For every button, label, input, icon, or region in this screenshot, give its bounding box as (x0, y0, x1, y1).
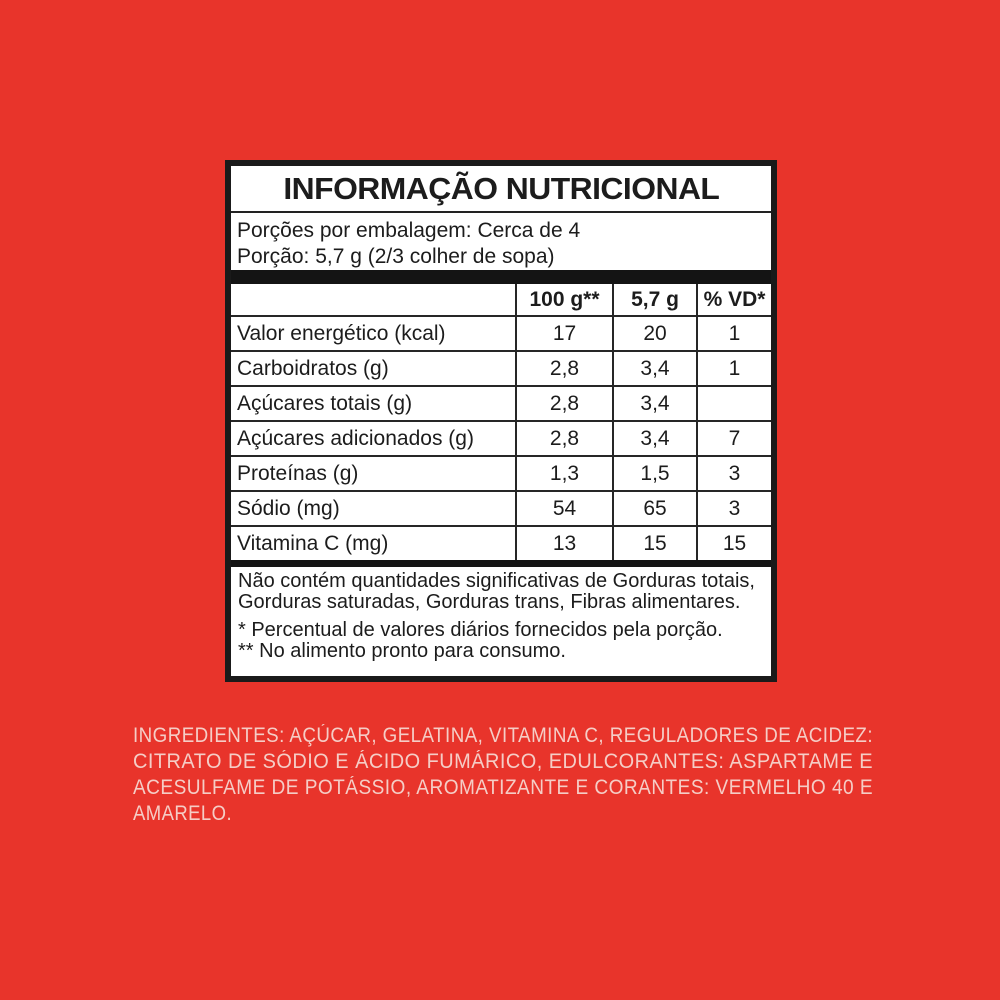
footnotes (231, 567, 771, 662)
value-100g: 13 (515, 527, 612, 560)
ingredients-line: AMARELO. (133, 802, 233, 825)
value-100g: 17 (515, 317, 612, 350)
nutrient-name: Açúcares totais (g) (237, 391, 413, 415)
value-percent-vd: 1 (696, 352, 771, 385)
footnote-line: Gorduras saturadas, Gorduras trans, Fibras alimentares. (238, 591, 741, 613)
nutrition-label-panel (225, 160, 777, 682)
table-row (231, 455, 771, 490)
separator-bar-top (231, 270, 771, 284)
ingredients-line: INGREDIENTES: AÇÚCAR, GELATINA, VITAMINA C, REGULADORES DE ACIDEZ: (133, 724, 873, 747)
value-percent-vd: 1 (696, 317, 771, 350)
ingredients-line: ACESULFAME DE POTÁSSIO, AROMATIZANTE E CORANTES: VERMELHO 40 E (133, 776, 873, 799)
value-portion: 65 (612, 492, 696, 525)
value-percent-vd: 15 (696, 527, 771, 560)
label-title: INFORMAÇÃO NUTRICIONAL (283, 170, 719, 206)
value-portion: 15 (612, 527, 696, 560)
value-percent-vd: 3 (696, 492, 771, 525)
value-portion: 3,4 (612, 387, 696, 420)
value-100g: 2,8 (515, 422, 612, 455)
value-100g: 54 (515, 492, 612, 525)
table-header-row (231, 284, 771, 315)
table-row (231, 490, 771, 525)
table-row (231, 420, 771, 455)
nutrient-name: Açúcares adicionados (g) (237, 426, 474, 450)
nutrient-name: Sódio (mg) (237, 496, 340, 520)
ingredients-line: CITRATO DE SÓDIO E ÁCIDO FUMÁRICO, EDULCORANTES: ASPARTAME E (133, 750, 873, 773)
column-header-portion: 5,7 g (612, 284, 696, 315)
footnote-line: ** No alimento pronto para consumo. (238, 640, 566, 662)
value-percent-vd: 7 (696, 422, 771, 455)
column-header-100g: 100 g** (515, 284, 612, 315)
value-100g: 1,3 (515, 457, 612, 490)
column-header-blank (231, 284, 515, 315)
value-100g: 2,8 (515, 352, 612, 385)
nutrient-name: Carboidratos (g) (237, 356, 389, 380)
nutrient-name: Proteínas (g) (237, 461, 359, 485)
servings-per-package-line: Porções por embalagem: Cerca de 4 (237, 219, 581, 242)
value-portion: 1,5 (612, 457, 696, 490)
ingredients-text (133, 723, 873, 827)
value-percent-vd (696, 387, 771, 420)
column-header-percent-vd: % VD* (696, 284, 771, 315)
value-100g: 2,8 (515, 387, 612, 420)
value-portion: 20 (612, 317, 696, 350)
table-row (231, 525, 771, 560)
value-percent-vd: 3 (696, 457, 771, 490)
label-title-row (231, 166, 771, 213)
footnote-line: * Percentual de valores diários fornecidos pela porção. (238, 619, 723, 641)
nutrient-name: Valor energético (kcal) (237, 321, 446, 345)
table-row (231, 385, 771, 420)
table-row (231, 350, 771, 385)
nutrient-name: Vitamina C (mg) (237, 531, 389, 555)
footnote-line: Não contém quantidades significativas de Gorduras totais, (238, 570, 755, 592)
portion-line: Porção: 5,7 g (2/3 colher de sopa) (237, 245, 555, 268)
value-portion: 3,4 (612, 422, 696, 455)
serving-info (231, 213, 771, 270)
separator-bar-bottom (231, 560, 771, 567)
value-portion: 3,4 (612, 352, 696, 385)
table-row (231, 315, 771, 350)
